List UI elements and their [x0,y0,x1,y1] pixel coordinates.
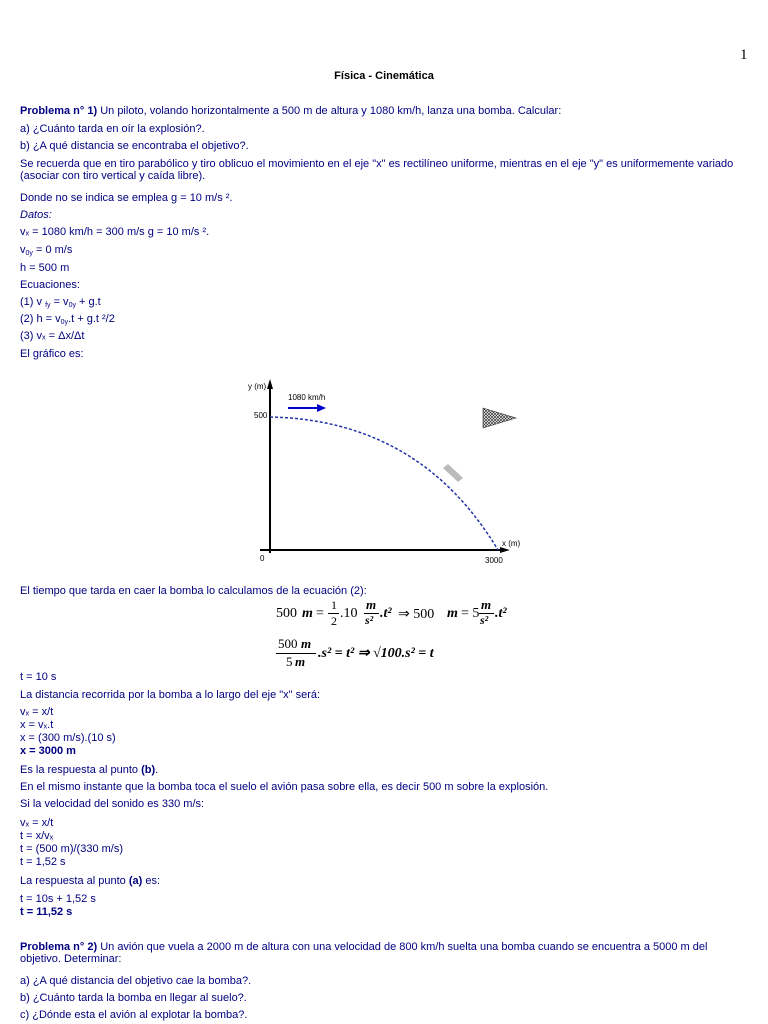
page-title: Física - Cinemática [334,70,434,82]
problem1-question-a: a) ¿Cuánto tarda en oír la explosión?. [20,123,205,135]
datos-label: Datos: [20,209,52,221]
equation-1: 500 m = 1 2 .10 m s² .t² ⇒ 500 m = 5 m s² .t² [276,597,507,628]
resultado-x: x = 3000 m [20,745,76,757]
resultado-final: t = 11,52 s [20,906,73,918]
calc-s-1: vₓ = x/t [20,817,54,829]
problem2-question-c: c) ¿Dónde esta el avión al explotar la bomba?. [20,1009,248,1021]
note-parabolic: Se recuerda que en tiro parabólico y tiro oblicuo el movimiento en el eje "x" es rectilíneo uniforme, mientras en el eje "y" es uniformemente variado (asociar con tiro vertical y caída libre). [20,158,734,182]
ecuacion-1: (1) v $_{fy} = v_{0y} + g.t$ [20,296,101,309]
grafico-label: El gráfico es: [20,348,84,360]
tiempo-intro: El tiempo que tarda en caer la bomba lo calculamos de la ecuación (2): [20,585,367,597]
distancia-intro: La distancia recorrida por la bomba a lo largo del eje "x" será: [20,689,321,701]
respuesta-b: Es la respuesta al punto (b). [20,764,159,776]
calc-s-2: t = x/vₓ [20,830,54,842]
problem2-statement: Problema n° 2) Un avión que vuela a 2000 m de altura con una velocidad de 800 km/h suelta una bomba cuando se encuentra a 5000 m del objetivo. Determinar: [20,941,708,965]
mismo-instante: En el mismo instante que la bomba toca el suelo el avión pasa sobre ella, es decir 500 m sobre la explosión. [20,781,549,793]
ecuacion-2: (2) $h = v_{0y}.t + g.t$ ²/2 [20,313,115,326]
trajectory-graph [240,375,540,570]
problem2-question-a: a) ¿A qué distancia del objetivo cae la bomba?. [20,975,252,987]
page-number: 1 [740,47,748,63]
trajectory-curve [270,417,498,550]
problem2-heading: Problema n° 2) [20,941,98,953]
dato-v0y: $v_{0y} = 0$ m/s [20,244,73,257]
note-gravity: Donde no se indica se emplea g = 10 m/s ². [20,192,233,204]
dato-vx: vₓ = 1080 km/h = 300 m/s g = 10 m/s ². [20,226,210,238]
ecuaciones-label: Ecuaciones: [20,279,80,291]
velocidad-sonido: Si la velocidad del sonido es 330 m/s: [20,798,205,810]
respuesta-a: La respuesta al punto (a) es: [20,875,161,887]
calc-s-4: t = 1,52 s [20,856,66,868]
calc-x-1: vₓ = x/t [20,706,54,718]
plane-icon [483,408,516,428]
y-axis-arrow [267,379,273,389]
ecuacion-3: (3) vₓ = Δx/Δt [20,330,85,342]
calc-final-1: t = 10s + 1,52 s [20,893,96,905]
y-axis-label: y (m) [248,382,267,391]
tick-label-3000: 3000 [485,556,503,565]
problem1-heading: Problema n° 1) [20,105,98,117]
x-axis-label: x (m) [502,539,521,548]
resultado-t: t = 10 s [20,671,57,683]
problem1-question-b: b) ¿A qué distancia se encontraba el objetivo?. [20,140,249,152]
dato-h: h = 500 m [20,262,70,274]
speed-label: 1080 km/h [288,393,326,402]
bomb-icon [443,464,463,482]
calc-x-3: x = (300 m/s).(10 s) [20,732,116,744]
problem1-statement: Problema n° 1) Un piloto, volando horizontalmente a 500 m de altura y 1080 km/h, lanza una bomba. Calcular: [20,105,562,117]
equation-2: 500 m 5 m .s² = t² ⇒ √100.s² = t [278,636,434,669]
calc-s-3: t = (500 m)/(330 m/s) [20,843,124,855]
problem2-question-b: b) ¿Cuánto tarda la bomba en llegar al suelo?. [20,992,247,1004]
velocity-arrowhead [317,404,326,412]
calc-x-2: x = vₓ.t [20,719,54,731]
tick-label-500: 500 [254,411,268,420]
tick-label-origin: 0 [260,554,265,563]
